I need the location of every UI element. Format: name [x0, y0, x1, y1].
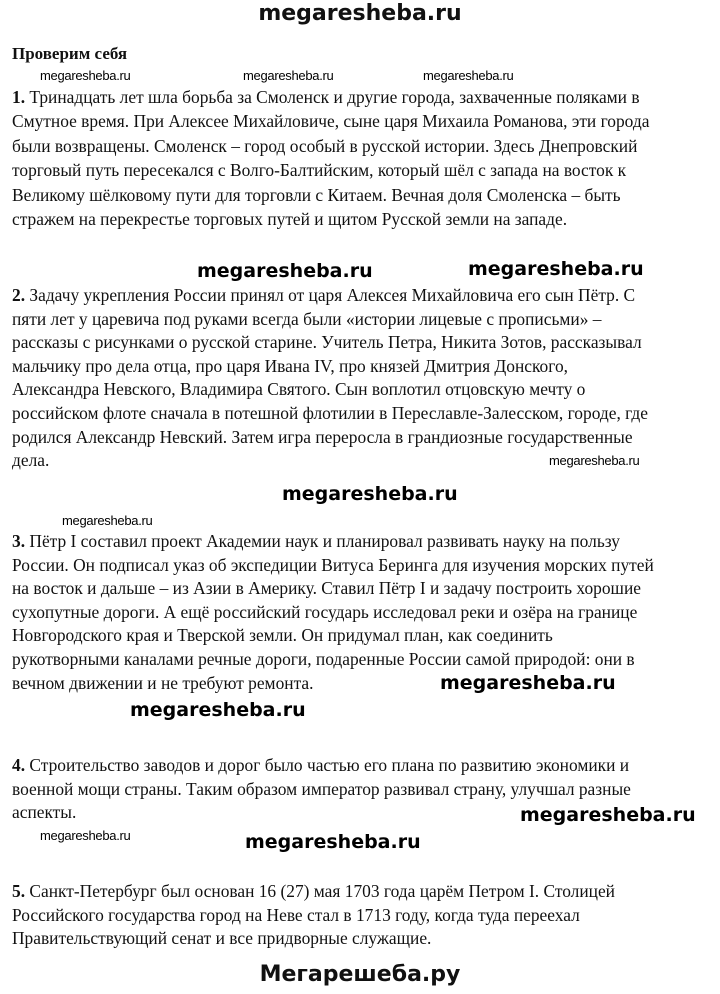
line-text: дела.	[12, 450, 50, 471]
text-line	[12, 577, 654, 601]
watermark: megaresheba.ru	[520, 804, 696, 826]
answer-5	[12, 880, 615, 951]
watermark: megaresheba.ru	[468, 258, 644, 280]
text-line	[12, 109, 649, 133]
text-line	[12, 648, 654, 672]
line-text: Смутное время. При Алексее Михайловиче, сыне царя Михаила Романова, эти города	[12, 111, 650, 132]
text-line	[12, 378, 648, 402]
watermark: megaresheba.ru	[62, 513, 153, 528]
text-line	[12, 183, 649, 207]
site-header: megaresheba.ru	[258, 1, 462, 26]
site-footer: Мегарешеба.ру	[259, 962, 461, 987]
watermark: megaresheba.ru	[197, 260, 373, 282]
line-text: были возвращены. Смоленск – город особый в русской истории. Здесь Днепровский	[12, 135, 638, 156]
answer-number: 3.	[12, 531, 26, 551]
watermark: megaresheba.ru	[40, 68, 131, 83]
text-line	[12, 207, 649, 231]
watermark: megaresheba.ru	[549, 453, 640, 468]
text-line	[12, 402, 648, 426]
text-line	[12, 624, 654, 648]
text-line	[12, 904, 615, 928]
text-line	[12, 284, 648, 308]
line-text: военной мощи страны. Таким образом император развивал страну, улучшал разные	[12, 778, 631, 799]
answer-3	[12, 530, 654, 695]
watermark: megaresheba.ru	[40, 828, 131, 843]
text-line	[12, 308, 648, 332]
watermark: megaresheba.ru	[423, 68, 514, 83]
line-text: сухопутные дороги. А ещё российский государь исследовал реки и озёра на границе	[12, 601, 638, 622]
line-text: стражем на перекрестье торговых путей и щитом Русской земли на западе.	[12, 209, 568, 230]
answer-number: 2.	[12, 285, 26, 305]
line-text: рукотворными каналами речные дороги, подаренные России самой природой: они в	[12, 648, 635, 669]
text-line	[12, 880, 615, 904]
line-text: Великому шёлковому пути для торговли с Китаем. Вечная доля Смоленска – быть	[12, 184, 621, 205]
text-line	[12, 134, 649, 158]
text-line	[12, 355, 648, 379]
watermark: megaresheba.ru	[130, 699, 306, 721]
line-text: Правительствующий сенат и все придворные служащие.	[12, 928, 432, 949]
line-text: Новгородского края и Тверской земли. Он придумал план, как соединить	[12, 625, 553, 646]
text-line	[12, 601, 654, 625]
answer-2	[12, 284, 648, 473]
answer-number: 4.	[12, 755, 26, 775]
text-line	[12, 778, 631, 802]
line-text: Строительство заводов и дорог было частью его плана по развитию экономики и	[25, 755, 630, 775]
text-line	[12, 331, 648, 355]
line-text: рассказы с рисунками о русской старине. Учитель Петра, Никита Зотов, рассказывал	[12, 332, 642, 353]
watermark: megaresheba.ru	[245, 831, 421, 853]
text-line	[12, 554, 654, 578]
line-text: России. Он подписал указ об экспедиции Витуса Беринга для изучения морских путей	[12, 554, 654, 575]
line-text: Александра Невского, Владимира Святого. Сын воплотил отцовскую мечту о	[12, 379, 586, 400]
line-text: торговый путь пересекался с Волго-Балтийским, который шёл с запада на восток к	[12, 160, 627, 181]
line-text: Российского государства город на Неве стал в 1713 году, когда туда переехал	[12, 904, 580, 925]
text-line	[12, 426, 648, 450]
text-line	[12, 158, 649, 182]
section-heading: Проверим себя	[12, 44, 128, 63]
line-text: на восток и дальше – из Азии в Америку. Ставил Пётр I и задачу построить хорошие	[12, 578, 641, 599]
answer-1	[12, 85, 649, 231]
text-line	[12, 754, 631, 778]
line-text: аспекты.	[12, 802, 77, 823]
watermark: megaresheba.ru	[440, 672, 616, 694]
line-text: пяти лет у царевича под руками всегда были «истории лицевые с прописьми» –	[12, 308, 602, 329]
answer-number: 1.	[12, 87, 26, 107]
line-text: Задачу укрепления России принял от царя Алексея Михайловича его сын Пётр. С	[25, 285, 636, 305]
text-line	[12, 927, 615, 951]
line-text: мальчику про дела отца, про царя Ивана IV, про князей Дмитрия Донского,	[12, 355, 568, 376]
line-text: Тринадцать лет шла борьба за Смоленск и другие города, захваченные поляками в	[25, 87, 640, 107]
watermark: megaresheba.ru	[243, 68, 334, 83]
answer-number: 5.	[12, 881, 26, 901]
text-line	[12, 530, 654, 554]
line-text: российском флоте сначала в потешной флотилии в Переславле-Залесском, городе, где	[12, 402, 648, 423]
watermark: megaresheba.ru	[282, 483, 458, 505]
line-text: вечном движении и не требуют ремонта.	[12, 672, 314, 693]
line-text: родился Александр Невский. Затем игра переросла в грандиозные государственные	[12, 426, 633, 447]
text-line	[12, 85, 649, 109]
line-text: Пётр I составил проект Академии наук и планировал развивать науку на пользу	[25, 531, 620, 551]
line-text: Санкт-Петербург был основан 16 (27) мая 1703 года царём Петром I. Столицей	[25, 881, 615, 901]
